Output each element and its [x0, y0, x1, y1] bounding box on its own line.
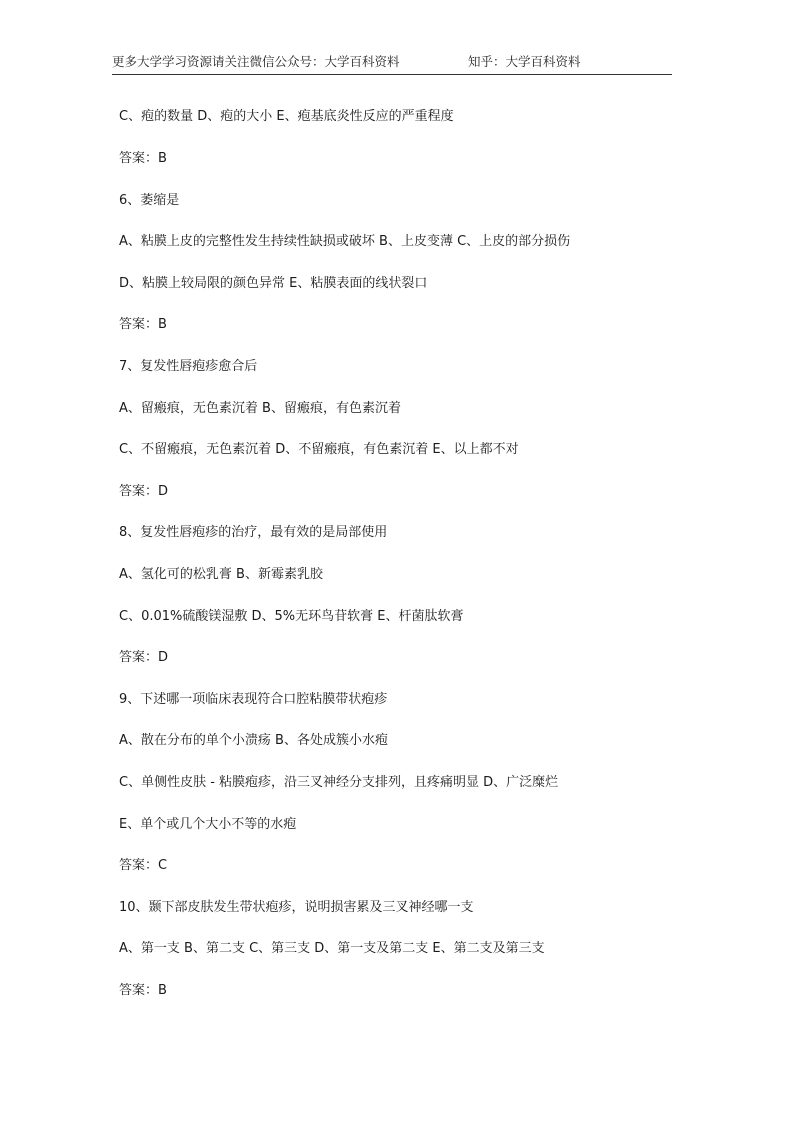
option-line: A、氢化可的松乳膏 B、新霉素乳胶	[119, 567, 323, 582]
question-line: 7、复发性唇疱疹愈合后	[119, 359, 258, 374]
option-line: E、单个或几个大小不等的水疱	[119, 817, 297, 832]
option-line: C、疱的数量 D、疱的大小 E、疱基底炎性反应的严重程度	[119, 109, 454, 124]
option-line: A、第一支 B、第二支 C、第三支 D、第一支及第二支 E、第二支及第三支	[119, 941, 545, 956]
answer-line: 答案：B	[119, 151, 167, 166]
page-header	[112, 50, 672, 75]
answer-line: 答案：B	[119, 317, 167, 332]
question-line: 6、萎缩是	[119, 193, 180, 208]
option-line: A、留瘢痕，无色素沉着 B、留瘢痕，有色素沉着	[119, 401, 401, 416]
header-zhihu-notice: 知乎：大学百科资料	[468, 54, 581, 69]
option-line: C、0.01%硫酸镁湿敷 D、5%无环鸟苷软膏 E、杆菌肽软膏	[119, 609, 464, 624]
question-line: 9、下述哪一项临床表现符合口腔粘膜带状疱疹	[119, 692, 388, 707]
answer-line: 答案：B	[119, 983, 167, 998]
header-wechat-notice: 更多大学学习资源请关注微信公众号：大学百科资料	[112, 54, 400, 69]
option-line: A、粘膜上皮的完整性发生持续性缺损或破坏 B、上皮变薄 C、上皮的部分损伤	[119, 234, 571, 249]
question-line: 8、复发性唇疱疹的治疗，最有效的是局部使用	[119, 525, 388, 540]
question-line: 10、颞下部皮肤发生带状疱疹，说明损害累及三叉神经哪一支	[119, 900, 474, 915]
answer-line: 答案：D	[119, 650, 169, 665]
answer-line: 答案：C	[119, 858, 168, 873]
option-line: C、单侧性皮肤 - 粘膜疱疹，沿三叉神经分支排列，且疼痛明显 D、广泛糜烂	[119, 775, 559, 790]
option-line: A、散在分布的单个小溃疡 B、各处成簇小水疱	[119, 733, 388, 748]
option-line: C、不留瘢痕，无色素沉着 D、不留瘢痕，有色素沉着 E、以上都不对	[119, 442, 519, 457]
answer-line: 答案：D	[119, 484, 169, 499]
option-line: D、粘膜上较局限的颜色异常 E、粘膜表面的线状裂口	[119, 276, 428, 291]
